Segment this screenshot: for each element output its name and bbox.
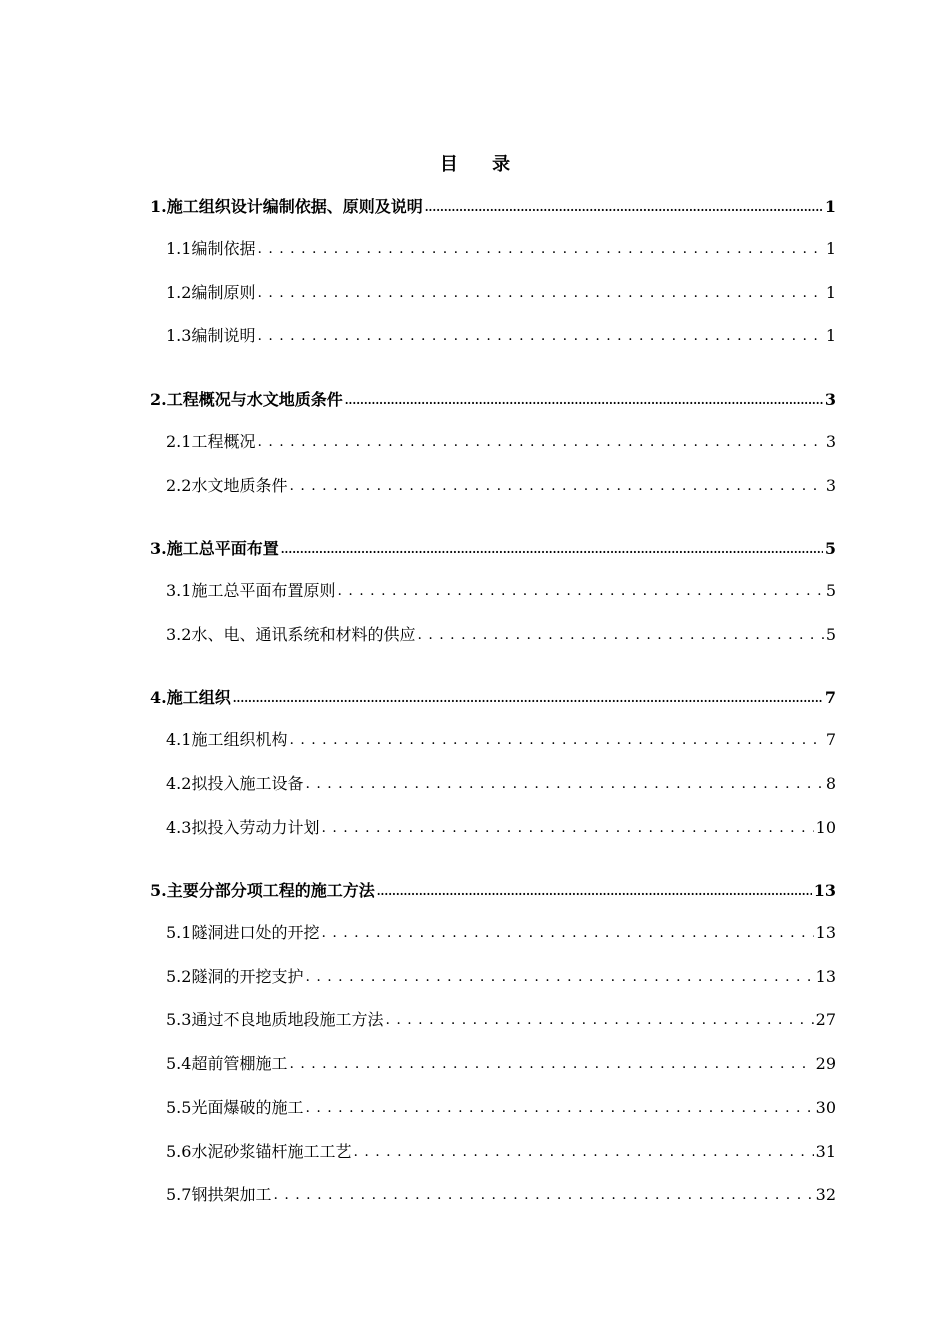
toc-entry-5-6[interactable]	[166, 1139, 836, 1162]
toc-entry-label: 水文地质条件	[191, 476, 288, 495]
dot-leader	[257, 238, 823, 257]
toc-entry-label: 水泥砂浆锚杆施工工艺	[191, 1142, 352, 1161]
toc-entry-4-1[interactable]	[166, 727, 836, 750]
toc-entry-page: 1	[824, 197, 836, 216]
dot-leader	[257, 325, 823, 344]
toc-entry-label: 钢拱架加工	[191, 1185, 272, 1204]
toc-entry-3-1[interactable]	[166, 578, 836, 601]
toc-entry-page: 8	[825, 774, 836, 793]
toc-entry-page: 3	[825, 476, 836, 495]
toc-entry-number: 3.	[150, 539, 167, 558]
toc-entry-2-2[interactable]	[166, 473, 836, 496]
toc-entry-number: 1.2	[166, 283, 192, 302]
toc-entry-5-5[interactable]	[166, 1095, 836, 1118]
toc-entry-number: 4.1	[166, 730, 192, 749]
dot-leader	[257, 431, 823, 450]
toc-entry-page: 29	[815, 1054, 836, 1073]
dot-leader	[257, 282, 823, 301]
toc-entry-page: 13	[813, 881, 836, 900]
dot-leader	[289, 1053, 813, 1072]
dot-leader	[377, 880, 812, 899]
toc-entry-label: 通过不良地质地段施工方法	[191, 1010, 384, 1029]
toc-entry-number: 4.	[150, 688, 167, 707]
dot-leader	[337, 580, 823, 599]
toc-entry-page: 32	[815, 1185, 836, 1204]
toc-entry-page: 5	[825, 581, 836, 600]
toc-entry-page: 7	[825, 730, 836, 749]
toc-entry-3-2[interactable]	[166, 622, 836, 645]
dot-leader	[289, 475, 823, 494]
dot-leader	[273, 1184, 813, 1203]
page-title: 目 录	[439, 154, 525, 175]
toc-entry-label: 拟投入施工设备	[191, 774, 304, 793]
toc-entry-page: 27	[815, 1010, 836, 1029]
dot-leader	[233, 687, 823, 706]
toc-entry-1[interactable]	[150, 194, 836, 217]
toc-entry-5-2[interactable]	[166, 964, 836, 987]
toc-entry-number: 5.2	[166, 967, 192, 986]
dot-leader	[425, 196, 823, 215]
toc-entry-number: 5.5	[166, 1098, 192, 1117]
toc-entry-label: 编制原则	[191, 283, 256, 302]
toc-entry-label: 拟投入劳动力计划	[191, 818, 320, 837]
toc-entry-5[interactable]	[150, 878, 836, 901]
toc-entry-label: 施工总平面布置原则	[191, 581, 336, 600]
toc-entry-label: 施工组织机构	[191, 730, 288, 749]
toc-entry-1-2[interactable]	[166, 280, 836, 303]
toc-entry-label: 水、电、通讯系统和材料的供应	[191, 625, 416, 644]
dot-leader	[353, 1141, 813, 1160]
toc-entry-page: 31	[815, 1142, 836, 1161]
toc-entry-2[interactable]	[150, 387, 836, 410]
toc-entry-5-3[interactable]	[166, 1007, 836, 1030]
toc-entry-label: 光面爆破的施工	[191, 1098, 304, 1117]
toc-entry-page: 1	[825, 239, 836, 258]
toc-entry-1-1[interactable]	[166, 236, 836, 259]
toc-entry-3[interactable]	[150, 536, 836, 559]
toc-entry-4-2[interactable]	[166, 771, 836, 794]
toc-entry-5-7[interactable]	[166, 1182, 836, 1205]
toc-entry-number: 3.1	[166, 581, 192, 600]
dot-leader	[305, 773, 823, 792]
toc-entry-page: 13	[815, 923, 836, 942]
toc-entry-page: 5	[824, 539, 836, 558]
dot-leader	[385, 1009, 813, 1028]
toc-entry-number: 5.6	[166, 1142, 192, 1161]
toc-entry-number: 4.2	[166, 774, 192, 793]
toc-entry-page: 5	[825, 625, 836, 644]
toc-entry-page: 30	[815, 1098, 836, 1117]
toc-entry-number: 4.3	[166, 818, 192, 837]
toc-entry-label: 隧洞进口处的开挖	[191, 923, 320, 942]
toc-entry-number: 2.2	[166, 476, 192, 495]
toc-entry-page: 1	[825, 283, 836, 302]
toc-entry-5-1[interactable]	[166, 920, 836, 943]
toc-entry-number: 5.	[150, 881, 167, 900]
toc-entry-number: 5.7	[166, 1185, 192, 1204]
toc-entry-page: 7	[824, 688, 836, 707]
dot-leader	[289, 729, 823, 748]
toc-entry-label: 编制说明	[191, 326, 256, 345]
toc-entry-1-3[interactable]	[166, 323, 836, 346]
toc-entry-label: 施工总平面布置	[166, 539, 279, 558]
toc-entry-number: 2.1	[166, 432, 192, 451]
dot-leader	[281, 538, 823, 557]
toc-entry-label: 施工组织设计编制依据、原则及说明	[166, 197, 423, 216]
toc-entry-label: 超前管棚施工	[191, 1054, 288, 1073]
toc-entry-page: 13	[815, 967, 836, 986]
toc-entry-number: 5.1	[166, 923, 192, 942]
dot-leader	[417, 624, 823, 643]
dot-leader	[305, 1097, 813, 1116]
toc-entry-page: 10	[815, 818, 836, 837]
toc-entry-page: 1	[825, 326, 836, 345]
toc-entry-5-4[interactable]	[166, 1051, 836, 1074]
toc-entry-4-3[interactable]	[166, 815, 836, 838]
toc-entry-number: 5.4	[166, 1054, 192, 1073]
toc-entry-number: 3.2	[166, 625, 192, 644]
toc-entry-number: 2.	[150, 390, 167, 409]
dot-leader	[345, 389, 823, 408]
toc-entry-2-1[interactable]	[166, 429, 836, 452]
toc-entry-number: 1.1	[166, 239, 192, 258]
toc-entry-page: 3	[824, 390, 836, 409]
toc-entry-4[interactable]	[150, 685, 836, 708]
toc-entry-label: 工程概况	[191, 432, 256, 451]
toc-entry-number: 5.3	[166, 1010, 192, 1029]
toc-entry-label: 编制依据	[191, 239, 256, 258]
toc-entry-page: 3	[825, 432, 836, 451]
dot-leader	[321, 922, 813, 941]
toc-entry-label: 工程概况与水文地质条件	[166, 390, 343, 409]
toc-entry-number: 1.3	[166, 326, 192, 345]
toc-entry-number: 1.	[150, 197, 167, 216]
toc-entry-label: 隧洞的开挖支护	[191, 967, 304, 986]
dot-leader	[305, 966, 813, 985]
dot-leader	[321, 817, 813, 836]
toc-entry-label: 主要分部分项工程的施工方法	[166, 881, 375, 900]
toc-entry-label: 施工组织	[166, 688, 231, 707]
